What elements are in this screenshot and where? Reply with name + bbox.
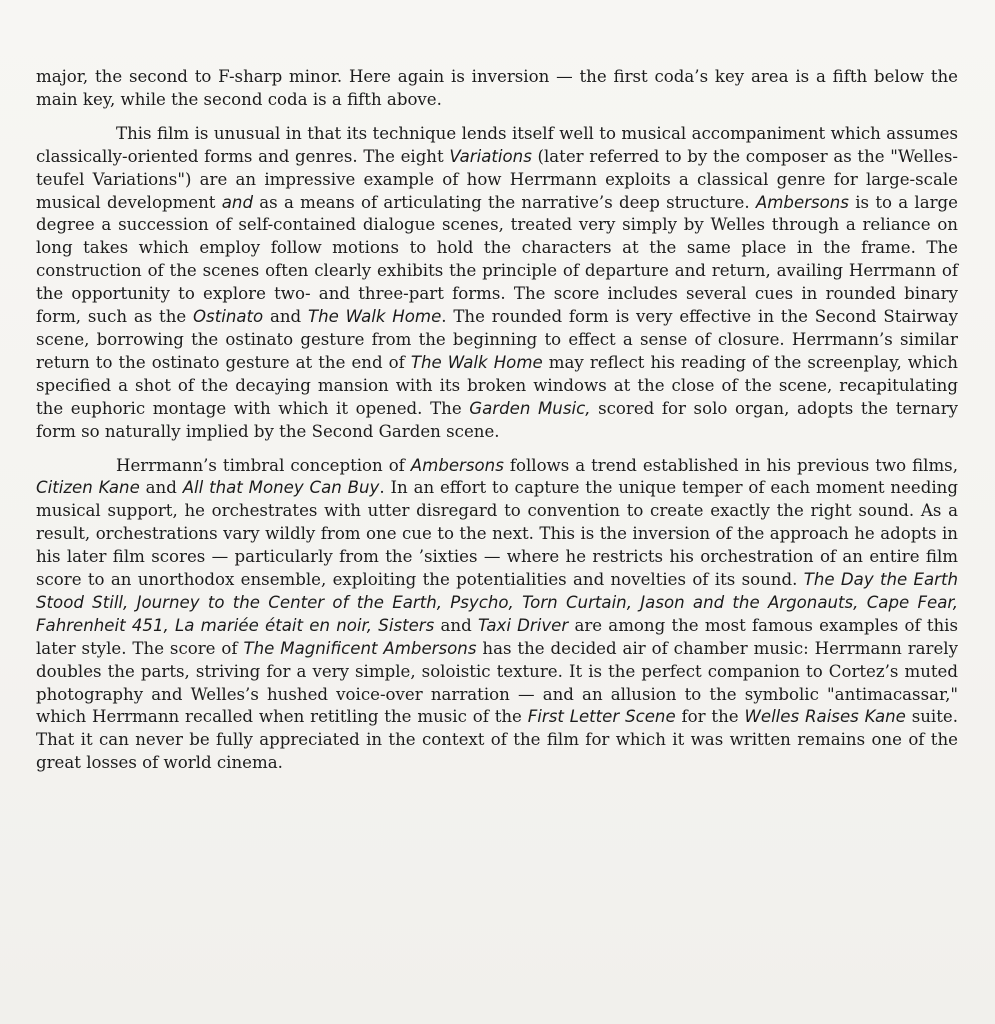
text-run: is to a large degree a succession of self-contained dialogue scenes, treated very simply by Welles through a reliance on long takes which employ follow motions to hold the characters at the same place in the frame. The construction of the scenes often clearly exhibits the principle of departure and return, availing Herrmann of the opportunity to explore two- and three-part forms. The score includes several cues in rounded binary form, such as the <box>36 192 958 327</box>
italic-title-run: The Walk Home <box>410 352 543 372</box>
italic-title-run: The Day the Earth Stood Still, Journey to the Center of the Earth, Psycho, Torn Curtain, Jason and the Argonauts, Cape Fear, Fahrenheit 451, La mariée était en noir, Sisters <box>36 570 958 635</box>
text-run: major, the second to F-sharp minor. Here again is inversion — the first coda’s key area is a fifth below the main key, while the second coda is a fifth above. <box>36 67 958 109</box>
text-run: scored for solo organ, adopts the ternary form so naturally implied by the Second Garden scene. <box>36 398 959 441</box>
italic-title-run: The Walk Home <box>307 307 442 327</box>
text-run: . In an effort to capture the unique temper of each moment needing musical support, he orchestrates with utter disregard to convention to create exactly the right sound. As a result, orchestrations vary wildly from one cue to the next. This is the inversion of the approach he adopts in his later film scores — particularly from the ’sixties — where he restricts his orchestration of an entire film score to an unorthodox ensemble, exploiting the potentialities and novelties of its sound. <box>36 478 958 590</box>
italic-title-run: First Letter Scene <box>527 707 676 727</box>
text-run: as a means of articulating the narrative’s deep structure. <box>252 192 756 212</box>
text-run: and <box>434 615 478 635</box>
text-run: and <box>139 478 183 498</box>
italic-title-run: Garden Music, <box>469 398 591 418</box>
paragraph-3 <box>36 455 958 776</box>
italic-title-run: Ostinato <box>193 307 264 327</box>
text-run: . The rounded form is very effective in the Second Stairway scene, borrowing the ostinato gesture from the beginning to effect a sense of closure. Herrmann’s similar return to the ostinato gesture at the end of <box>36 307 958 372</box>
body-text <box>36 66 958 786</box>
italic-title-run: Citizen Kane <box>36 478 140 498</box>
italic-title-run: The Magnificent Ambersons <box>243 638 477 658</box>
text-run: are among the most famous examples of this later style. The score of <box>36 615 958 658</box>
italic-title-run: Variations <box>449 146 532 166</box>
text-run: has the decided air of chamber music: Herrmann rarely doubles the parts, striving for a very simple, soloistic texture. It is the perfect companion to Cortez’s muted photography and Welles’s hushed voice-over narration — and an allusion to the symbolic "antimacassar," which Herrmann recalled when retitling the music of the <box>36 638 958 727</box>
italic-title-run: All that Money Can Buy <box>182 478 380 498</box>
italic-title-run: Ambersons <box>410 455 504 475</box>
italic-title-run: Ambersons <box>755 192 849 212</box>
italic-title-run: and <box>221 192 253 212</box>
text-run: This film is unusual in that its technique lends itself well to musical accompaniment which assumes classically-oriented forms and genres. The eight <box>36 123 958 166</box>
paragraph-2 <box>36 123 958 444</box>
italic-title-run: Welles Raises Kane <box>744 707 906 727</box>
text-run: (later referred to by the composer as the "Welles-teufel Variations") are an impressive example of how Herrmann exploits a classical genre for large-scale musical development <box>36 146 958 212</box>
text-run: and <box>263 307 308 327</box>
italic-title-run: Taxi Driver <box>477 615 569 635</box>
text-run: suite. That it can never be fully appreciated in the context of the film for which it was written remains one of the great losses of world cinema. <box>36 707 958 773</box>
text-run: Herrmann’s timbral conception of <box>116 455 411 475</box>
text-run: may reflect his reading of the screenplay, which specified a shot of the decaying mansion with its broken windows at the close of the scene, recapitulating the euphoric montage with which it opened. The <box>36 352 958 418</box>
text-run: for the <box>675 707 745 727</box>
paragraph-1 <box>36 66 958 112</box>
text-run: follows a trend established in his previous two films, <box>503 455 958 475</box>
